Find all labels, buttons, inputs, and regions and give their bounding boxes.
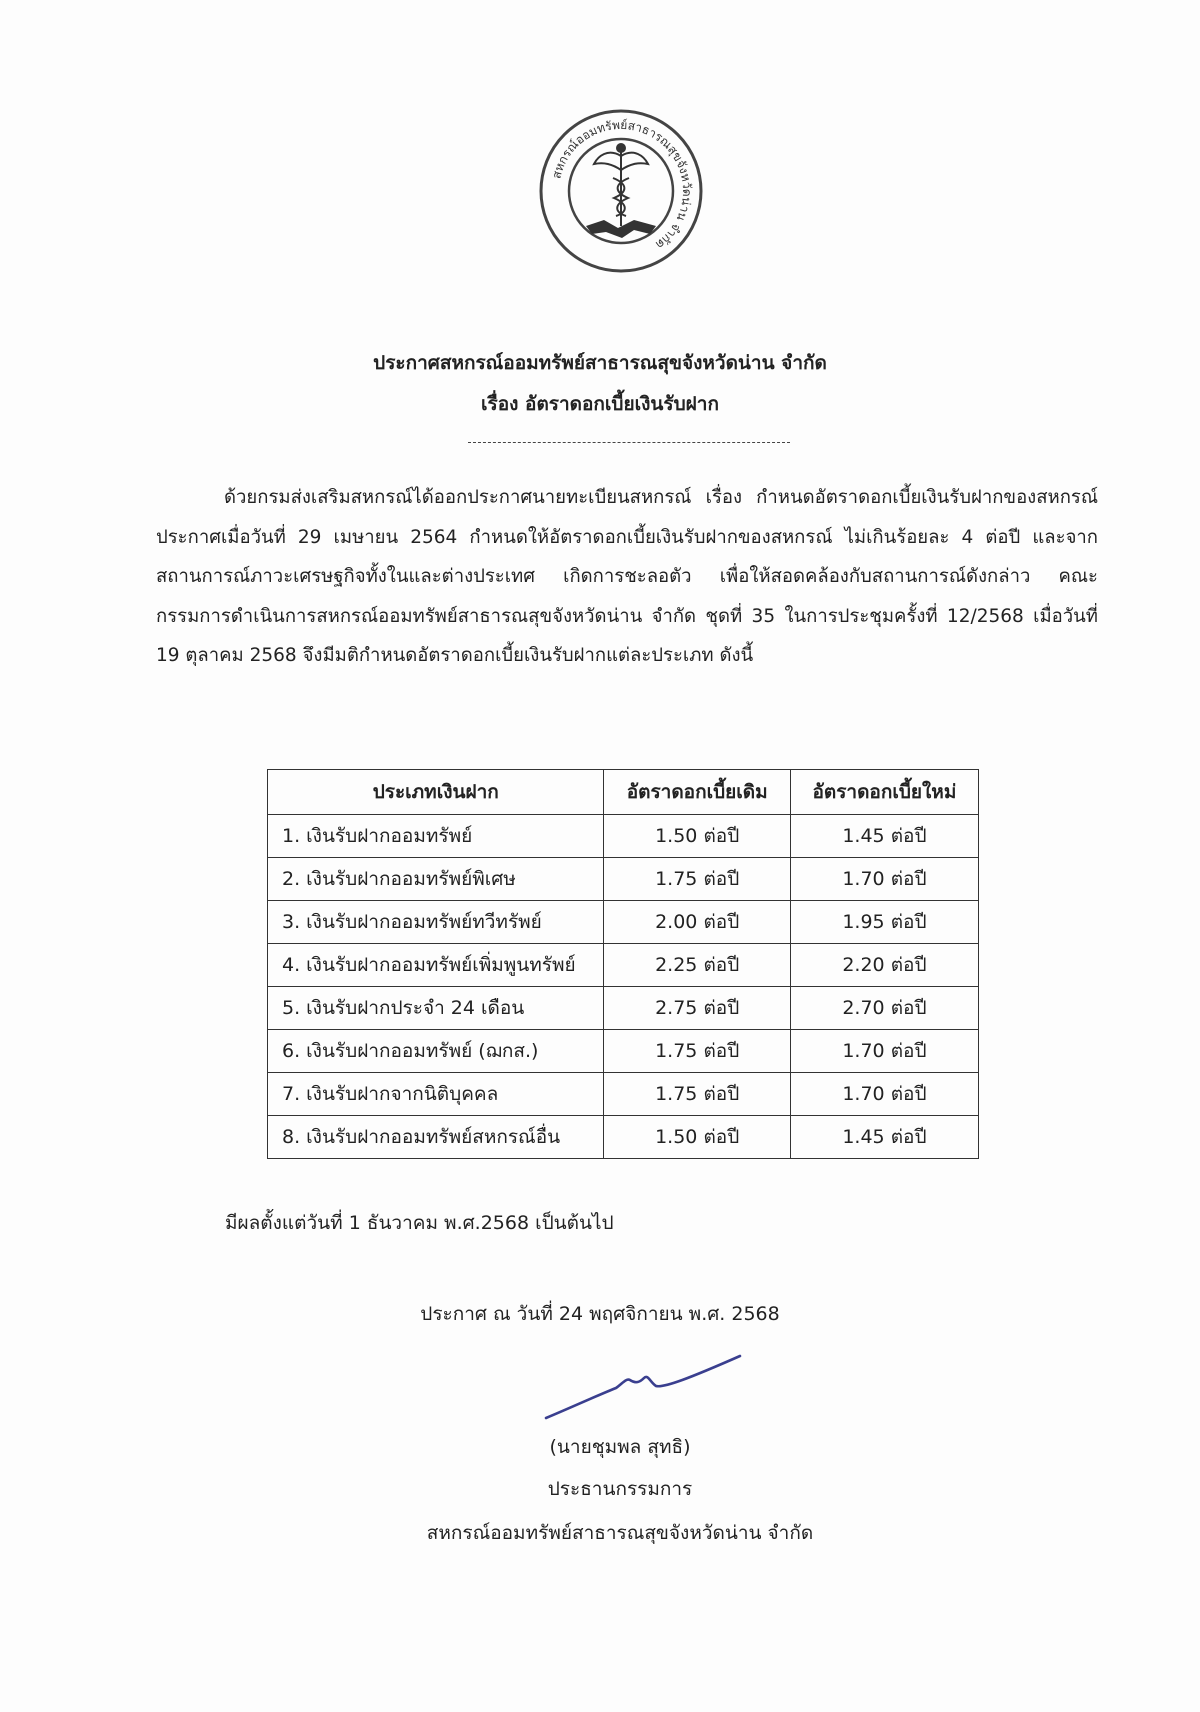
table-row <box>268 1116 979 1159</box>
announcement-body: ด้วยกรมส่งเสริมสหกรณ์ได้ออกประกาศนายทะเบียนสหกรณ์ เรื่อง กำหนดอัตราดอกเบี้ยเงินรับฝากของสหกรณ์ ประกาศเมื่อวันที่ 29 เมษายน 2564 กำหนดให้อัตราดอกเบี้ยเงินรับฝากของสหกรณ์ ไม่เกินร้อยละ 4 ต่อปี และจากสถานการณ์ภาวะเศรษฐกิจทั้งในและต่างประเทศ เกิดการชะลอตัว เพื่อให้สอดคล้องกับสถานการณ์ดังกล่าว คณะกรรมการดำเนินการสหกรณ์ออมทรัพย์สาธารณสุขจังหวัดน่าน จำกัด ชุดที่ 35 ในการประชุมครั้งที่ 12/2568 เมื่อวันที่ 19 ตุลาคม 2568 จึงมีมติกำหนดอัตราดอกเบี้ยเงินรับฝากแต่ละประเภท ดังนี้ <box>156 487 1098 666</box>
table-row <box>268 987 979 1030</box>
cooperative-seal-logo <box>538 108 704 274</box>
signer-position: ประธานกรรมการ <box>547 1478 693 1500</box>
new-rate-cell: 1.70 ต่อปี <box>790 858 978 901</box>
deposit-type-cell: 1. เงินรับฝากออมทรัพย์ <box>268 815 604 858</box>
deposit-type-cell: 7. เงินรับฝากจากนิติบุคคล <box>268 1073 604 1116</box>
old-rate-cell: 2.25 ต่อปี <box>604 944 790 987</box>
new-rate-cell: 2.70 ต่อปี <box>790 987 978 1030</box>
new-rate-cell: 1.45 ต่อปี <box>790 815 978 858</box>
old-rate-cell: 2.75 ต่อปี <box>604 987 790 1030</box>
effective-date-text: มีผลตั้งแต่วันที่ 1 ธันวาคม พ.ศ.2568 เป็นต้นไป <box>225 1212 614 1234</box>
table-row <box>268 858 979 901</box>
deposit-type-cell: 2. เงินรับฝากออมทรัพย์พิเศษ <box>268 858 604 901</box>
table-row <box>268 901 979 944</box>
old-rate-cell: 1.75 ต่อปี <box>604 1073 790 1116</box>
table-row <box>268 1073 979 1116</box>
announcement-date: ประกาศ ณ วันที่ 24 พฤศจิกายน พ.ศ. 2568 <box>420 1303 780 1325</box>
deposit-type-cell: 5. เงินรับฝากประจำ 24 เดือน <box>268 987 604 1030</box>
new-rate-cell: 1.70 ต่อปี <box>790 1073 978 1116</box>
old-rate-cell: 1.50 ต่อปี <box>604 815 790 858</box>
new-rate-cell: 1.70 ต่อปี <box>790 1030 978 1073</box>
header-old-rate: อัตราดอกเบี้ยเดิม <box>604 770 790 815</box>
title-divider <box>468 442 790 443</box>
table-row <box>268 815 979 858</box>
old-rate-cell: 1.75 ต่อปี <box>604 858 790 901</box>
signer-name: (นายชุมพล สุทธิ) <box>549 1436 691 1458</box>
new-rate-cell: 1.95 ต่อปี <box>790 901 978 944</box>
old-rate-cell: 1.50 ต่อปี <box>604 1116 790 1159</box>
handwritten-signature <box>540 1348 745 1423</box>
table-row <box>268 944 979 987</box>
old-rate-cell: 2.00 ต่อปี <box>604 901 790 944</box>
announcement-title: ประกาศสหกรณ์ออมทรัพย์สาธารณสุขจังหวัดน่าน จำกัด <box>373 352 827 374</box>
header-deposit-type: ประเภทเงินฝาก <box>268 770 604 815</box>
interest-rate-table <box>267 769 979 1159</box>
announcement-subject: เรื่อง อัตราดอกเบี้ยเงินรับฝาก <box>481 393 719 415</box>
table-row <box>268 1030 979 1073</box>
signer-organization: สหกรณ์ออมทรัพย์สาธารณสุขจังหวัดน่าน จำกัด <box>426 1522 814 1544</box>
deposit-type-cell: 4. เงินรับฝากออมทรัพย์เพิ่มพูนทรัพย์ <box>268 944 604 987</box>
deposit-type-cell: 8. เงินรับฝากออมทรัพย์สหกรณ์อื่น <box>268 1116 604 1159</box>
header-new-rate: อัตราดอกเบี้ยใหม่ <box>790 770 978 815</box>
new-rate-cell: 2.20 ต่อปี <box>790 944 978 987</box>
new-rate-cell: 1.45 ต่อปี <box>790 1116 978 1159</box>
table-header-row <box>268 770 979 815</box>
svg-text:สหกรณ์ออมทรัพย์สาธารณสุขจังหวั: สหกรณ์ออมทรัพย์สาธารณสุขจังหวัดน่าน จำกัด <box>549 117 695 252</box>
old-rate-cell: 1.75 ต่อปี <box>604 1030 790 1073</box>
deposit-type-cell: 3. เงินรับฝากออมทรัพย์ทวีทรัพย์ <box>268 901 604 944</box>
deposit-type-cell: 6. เงินรับฝากออมทรัพย์ (ฌกส.) <box>268 1030 604 1073</box>
